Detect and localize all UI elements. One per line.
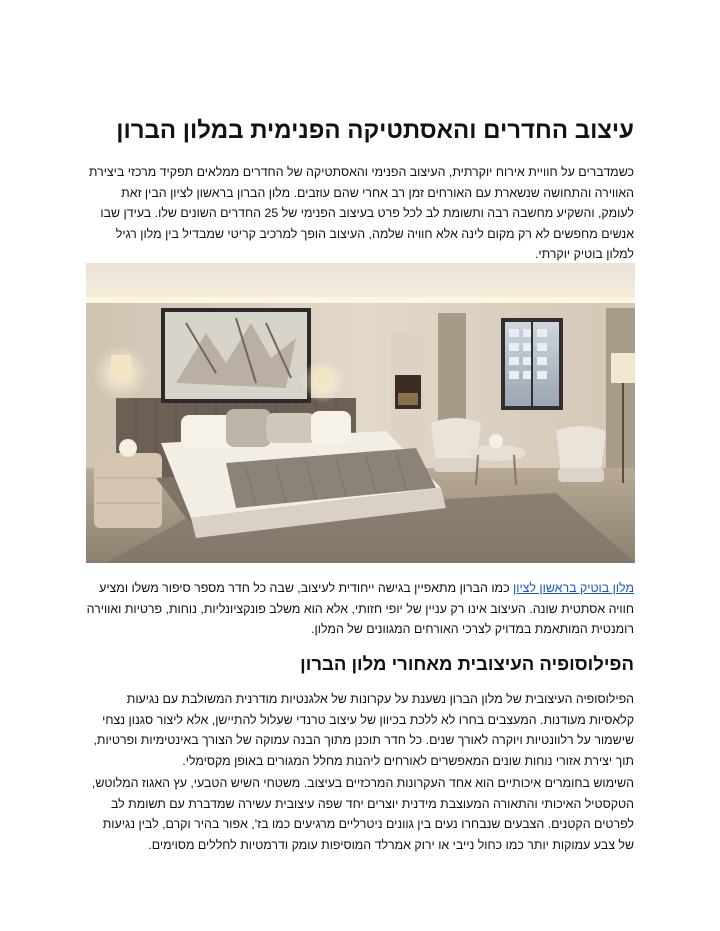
hotel-room-photo [86,263,635,563]
room-description-paragraph [86,578,634,640]
intro-paragraph: כשמדברים על חוויית אירוח יוקרתית, העיצוב הפנימי והאסתטיקה של החדרים ממלאים תפקיד מרכזי ביצירת האווירה והתחושה שנשארת עם האורחים זמן רב אחרי שהם עוזבים. מלון הברון בראשון לציון הבין זאת לעומק, והשקיע מחשבה רבה ותשומת לב לכל פרט בעיצוב הפנימי של 25 החדרים השונים שלו. בעידן שבו אנשים מחפשים לא רק מקום לינה אלא חוויה שלמה, העיצוב הופך למרכיב קריטי שמבדיל בין מלון רגיל למלון בוטיק יוקרתי. [88,165,634,261]
bedroom-illustration [86,263,635,563]
room-description-text: כמו הברון מתאפיין בגישה ייחודית לעיצוב, שבה כל חדר מספר סיפור משלו ומציע חוויה אסתטית שונה. העיצוב אינו רק עניין של יופי חזותי, אלא הוא משלב פונקציונליות, נוחות, פרטיות ואווירה רומנטית המותאמת במדויק לצרכי האורחים המגוונים של המלון. [86,581,634,636]
boutique-hotel-link[interactable]: מלון בוטיק בראשון לציון [513,581,634,595]
page-title: עיצוב החדרים והאסתטיקה הפנימית במלון הברון [116,117,634,144]
philosophy-paragraph-1: הפילוסופיה העיצובית של מלון הברון נשענת על עקרונות של אלגנטיות מודרנית המשולבת עם נגיעות קלאסיות מעודנות. המעצבים בחרו לא ללכת בכיוון של עיצוב טרנדי שעלול להתיישן, אלא ליצור סגנון נצחי שישמור על רלוונטיות ויוקרה לאורך שנים. כל חדר תוכנן מתוך הבנה עמוקה של הצורך באינטימיות ופרטיות, תוך יצירת אזורי נוחות שונים המאפשרים לאורחים ליהנות מחלל המגורים באופן מקסימלי. [93,692,634,768]
philosophy-paragraph-2: השימוש בחומרים איכותיים הוא אחד העקרונות המרכזיים בעיצוב. משטחי השיש הטבעי, עץ האגוז המלוטש, הטקסטיל האיכותי והתאורה המעוצבת מידנית יוצרים יחד שפה עיצובית עשירה שמדברת עם תשומת לב לפרטים הקטנים. הצבעים שנבחרו נעים בין גוונים ניטרליים מרגיעים כמו בז', אפור בהיר וקרם, לבין נגיעות של צבע עמוקות יותר כמו כחול נייבי או ירוק אמרלד המוסיפות עומק ודרמטיות לחללים מסוימים. [91,776,634,852]
section-heading: הפילוסופיה העיצובית מאחורי מלון הברון [300,653,634,674]
